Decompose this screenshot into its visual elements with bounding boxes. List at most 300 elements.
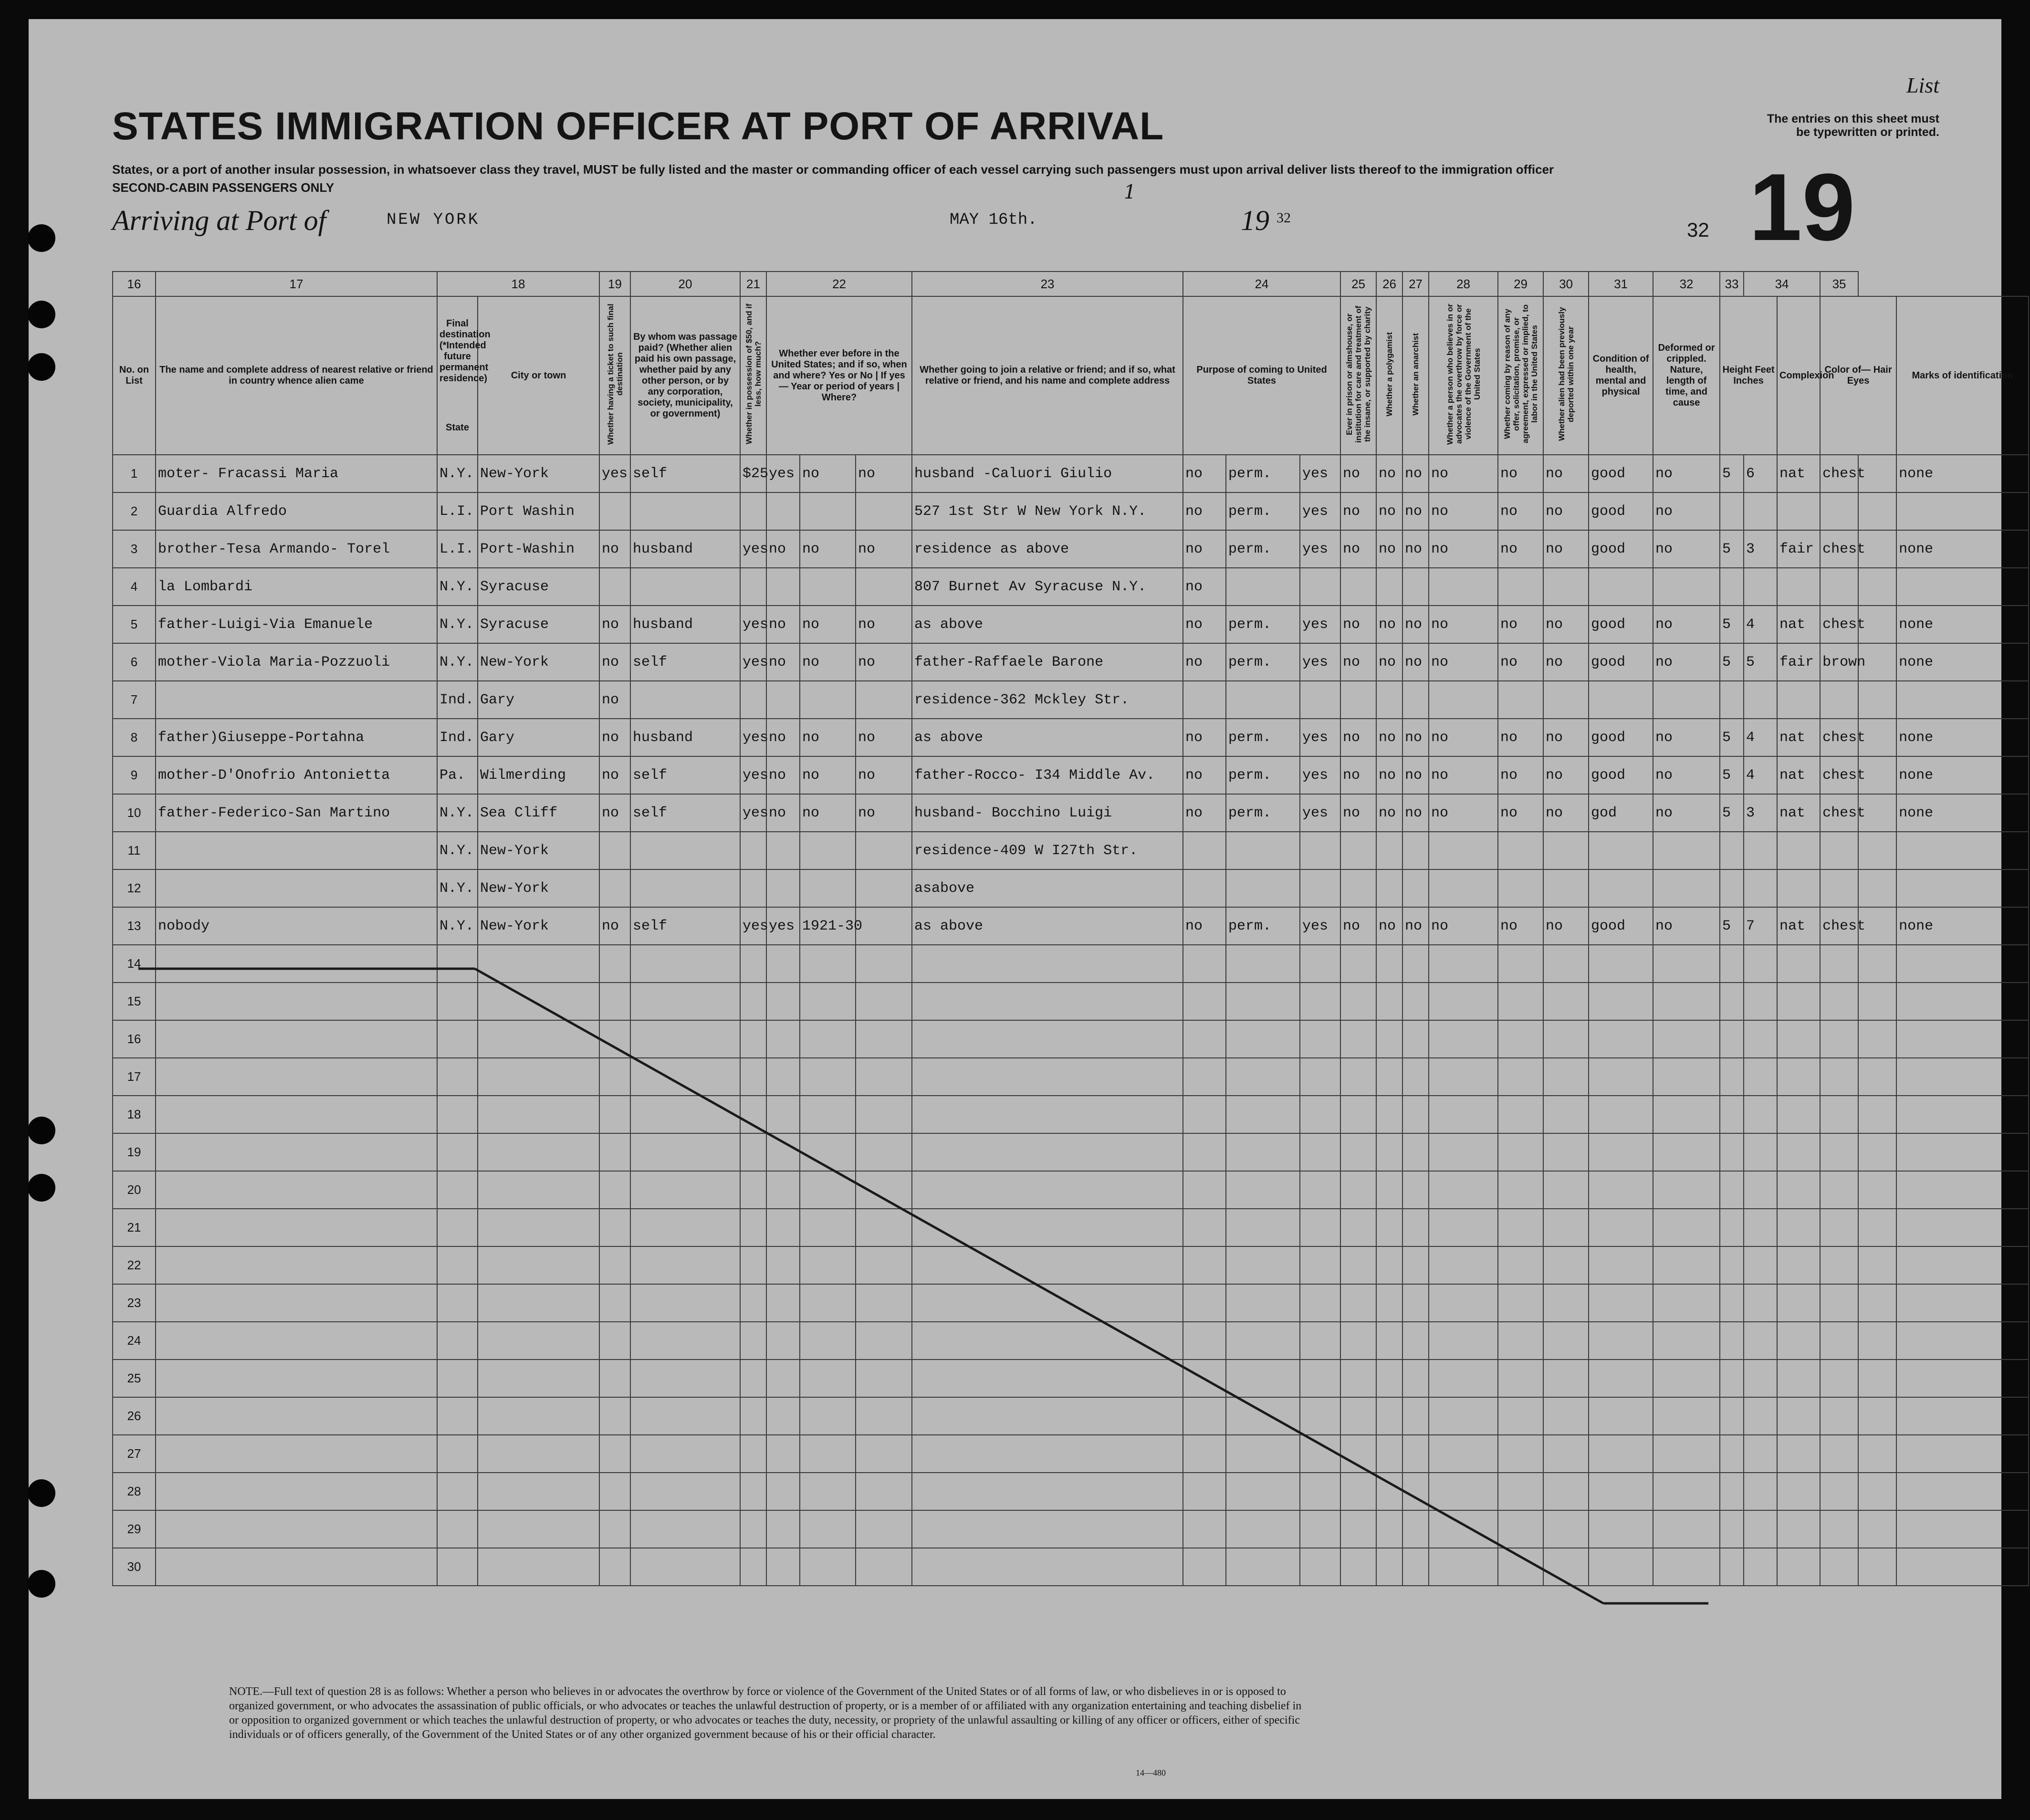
cell-marks: none [1896, 455, 2029, 492]
cell-marks: none [1896, 530, 2029, 568]
cell-p1: no [1183, 492, 1226, 530]
cell-joining: husband- Bocchino Luigi [912, 794, 1183, 832]
cell-q25: no [1340, 756, 1376, 794]
header-complexion: Complexion [1777, 296, 1820, 455]
cell-q29: no [1498, 907, 1543, 945]
cell-ticket: no [599, 530, 630, 568]
cell-paid: self [630, 643, 740, 681]
cell-joining: asabove [912, 869, 1183, 907]
cell-q27: no [1402, 794, 1429, 832]
cell-no: 30 [113, 1548, 156, 1586]
page-subtitle: States, or a port of another insular possession, in whatsoever class they travel, MUST be fully listed and the master or commanding officer of each vessel carrying such passengers must upon arrival deliver lists thereof to the immigration officer [112, 162, 1554, 177]
cell-p1: no [1183, 606, 1226, 643]
cell-before: no [766, 530, 800, 568]
cell-hair: chest [1820, 907, 1858, 945]
cell-marks: none [1896, 643, 2029, 681]
cell-before: yes [766, 907, 800, 945]
cell-joining: husband -Caluori Giulio [912, 455, 1183, 492]
cell-health: good [1589, 756, 1653, 794]
colnum: 29 [1498, 272, 1543, 296]
cell-complexion: nat [1777, 455, 1820, 492]
header-possession-text: Whether in possession of $50, and if less, how much? [744, 303, 763, 445]
cell-no: 18 [113, 1096, 156, 1133]
cell-no: 22 [113, 1246, 156, 1284]
cell-no: 10 [113, 794, 156, 832]
cell-complexion: nat [1777, 606, 1820, 643]
header-marks: Marks of identification [1896, 296, 2029, 455]
cell-p3: yes [1300, 719, 1340, 756]
cell-q27: no [1402, 530, 1429, 568]
cell-city: New-York [478, 643, 599, 681]
cell-joining: father-Raffaele Barone [912, 643, 1183, 681]
cell-before: yes [766, 455, 800, 492]
cell-city: New-York [478, 832, 599, 869]
cell-marks: none [1896, 719, 2029, 756]
cell-marks: none [1896, 606, 2029, 643]
colnum: 35 [1820, 272, 1858, 296]
cell-p1: no [1183, 530, 1226, 568]
cell-money: yes [740, 756, 766, 794]
header-overthrow-text: Whether a person who believes in or advocates the overthrow by force or violence of the Government of the United States [1445, 303, 1482, 445]
cell-city: New-York [478, 907, 599, 945]
cell-money: yes [740, 907, 766, 945]
cell-before: no [766, 719, 800, 756]
cell-ticket: no [599, 643, 630, 681]
colnum: 24 [1183, 272, 1340, 296]
cell-q27: no [1402, 719, 1429, 756]
cell-p2: perm. [1226, 719, 1300, 756]
cell-q26: no [1376, 530, 1402, 568]
cell-p1: no [1183, 455, 1226, 492]
cell-p1: no [1183, 719, 1226, 756]
cell-p3: yes [1300, 643, 1340, 681]
cell-q28: no [1429, 643, 1498, 681]
cell-no: 9 [113, 756, 156, 794]
typewritten-note: The entries on this sheet must be typewritten or printed. [1767, 112, 1939, 139]
header-ticket-text: Whether having a ticket to such final destination [606, 303, 624, 445]
cell-paid: self [630, 794, 740, 832]
colnum: 32 [1653, 272, 1720, 296]
header-relative: The name and complete address of nearest relative or friend in country whence alien came [156, 296, 437, 455]
cell-q26: no [1376, 606, 1402, 643]
cell-q27: no [1402, 492, 1429, 530]
cell-year: no [800, 794, 856, 832]
cell-no: 17 [113, 1058, 156, 1096]
cell-q27: no [1402, 606, 1429, 643]
cell-year: no [800, 455, 856, 492]
cell-joining: as above [912, 719, 1183, 756]
cell-money: $25 [740, 455, 766, 492]
cell-ft: 5 [1720, 719, 1744, 756]
cell-q25: no [1340, 643, 1376, 681]
cell-p2: perm. [1226, 907, 1300, 945]
cell-no: 27 [113, 1435, 156, 1473]
cell-q25: no [1340, 794, 1376, 832]
cell-no: 11 [113, 832, 156, 869]
cell-state: L.I. [437, 492, 478, 530]
cell-no: 12 [113, 869, 156, 907]
cell-ft: 5 [1720, 794, 1744, 832]
arriving-port-label: Arriving at Port of [112, 205, 326, 236]
cell-health: good [1589, 492, 1653, 530]
cell-state: N.Y. [437, 794, 478, 832]
cell-complexion: nat [1777, 907, 1820, 945]
cell-state: N.Y. [437, 643, 478, 681]
cell-q26: no [1376, 455, 1402, 492]
cell-joining: as above [912, 907, 1183, 945]
cell-ft: 5 [1720, 606, 1744, 643]
cell-p3: yes [1300, 455, 1340, 492]
cell-before: no [766, 794, 800, 832]
colnum: 19 [599, 272, 630, 296]
cell-ticket: no [599, 907, 630, 945]
cell-p1: no [1183, 756, 1226, 794]
cell-city: Port Washin [478, 492, 599, 530]
cell-no: 5 [113, 606, 156, 643]
cell-hair: chest [1820, 606, 1858, 643]
cell-q27: no [1402, 455, 1429, 492]
cell-ticket: no [599, 794, 630, 832]
cell-no: 7 [113, 681, 156, 719]
cell-p2: perm. [1226, 606, 1300, 643]
header-state-label: State [446, 422, 469, 433]
cell-q28: no [1429, 606, 1498, 643]
header-city: City or town [478, 296, 599, 455]
cell-hair: chest [1820, 719, 1858, 756]
header-color: Color of— Hair Eyes [1820, 296, 1896, 455]
cell-city: Gary [478, 681, 599, 719]
header-deformed: Deformed or crippled. Nature, length of time, and cause [1653, 296, 1720, 455]
cell-q30: no [1543, 719, 1589, 756]
date-value: MAY 16th. [950, 211, 1037, 229]
header-polygamist-text: Whether a polygamist [1385, 332, 1394, 417]
cell-p2: perm. [1226, 530, 1300, 568]
cell-in: 4 [1744, 756, 1777, 794]
cell-paid: husband [630, 719, 740, 756]
cell-no: 21 [113, 1209, 156, 1246]
cell-money: yes [740, 606, 766, 643]
cell-in: 3 [1744, 530, 1777, 568]
punch-hole-icon [28, 224, 55, 252]
cell-where: no [856, 794, 912, 832]
cell-no: 1 [113, 455, 156, 492]
cell-state: L.I. [437, 530, 478, 568]
cell-no: 20 [113, 1171, 156, 1209]
colnum: 27 [1402, 272, 1429, 296]
cell-p3: yes [1300, 492, 1340, 530]
cell-q30: no [1543, 756, 1589, 794]
cell-deformed: no [1653, 606, 1720, 643]
cell-q26: no [1376, 643, 1402, 681]
header-anarchist-text: Whether an anarchist [1411, 333, 1421, 416]
cell-where: no [856, 606, 912, 643]
cell-state: N.Y. [437, 869, 478, 907]
cell-marks: none [1896, 794, 2029, 832]
cell-in: 4 [1744, 719, 1777, 756]
cell-deformed: no [1653, 756, 1720, 794]
header-health: Condition of health, mental and physical [1589, 296, 1653, 455]
cell-where: no [856, 643, 912, 681]
cell-ticket: no [599, 756, 630, 794]
colnum: 21 [740, 272, 766, 296]
cell-health: good [1589, 643, 1653, 681]
cell-city: Port-Washin [478, 530, 599, 568]
list-label: List [1906, 73, 1939, 97]
cell-state: Pa. [437, 756, 478, 794]
header-joining-relative: Whether going to join a relative or friend; and if so, what relative or friend, and his name and complete address [912, 296, 1183, 455]
cell-hair: brown [1820, 643, 1858, 681]
cell-relative: brother-Tesa Armando- Torel [156, 530, 437, 568]
cell-state: N.Y. [437, 606, 478, 643]
cell-p3: yes [1300, 756, 1340, 794]
cell-q28: no [1429, 492, 1498, 530]
header-final-destination: Final destination (*Intended future permanent residence) [439, 318, 491, 384]
cell-year: 1921-30 [800, 907, 856, 945]
cell-p1: no [1183, 794, 1226, 832]
cell-health: god [1589, 794, 1653, 832]
cell-q30: no [1543, 794, 1589, 832]
cell-joining: residence-409 W I27th Str. [912, 832, 1183, 869]
cell-deformed: no [1653, 492, 1720, 530]
cell-paid: husband [630, 530, 740, 568]
year-suffix: 32 [1277, 210, 1291, 226]
cell-hair: chest [1820, 756, 1858, 794]
cell-no: 6 [113, 643, 156, 681]
cell-q28: no [1429, 455, 1498, 492]
cell-in: 6 [1744, 455, 1777, 492]
cell-in: 5 [1744, 643, 1777, 681]
cell-state: N.Y. [437, 832, 478, 869]
cell-city: Wilmerding [478, 756, 599, 794]
cell-relative: Guardia Alfredo [156, 492, 437, 530]
cell-paid: self [630, 455, 740, 492]
cell-year: no [800, 606, 856, 643]
cell-joining: father-Rocco- I34 Middle Av. [912, 756, 1183, 794]
cell-q30: no [1543, 643, 1589, 681]
cell-ticket: yes [599, 455, 630, 492]
cell-relative: father-Federico-San Martino [156, 794, 437, 832]
cell-q30: no [1543, 492, 1589, 530]
colnum: 23 [912, 272, 1183, 296]
cell-q30: no [1543, 455, 1589, 492]
cell-no: 29 [113, 1510, 156, 1548]
cell-no: 28 [113, 1473, 156, 1510]
cell-before: no [766, 643, 800, 681]
cell-q25: no [1340, 492, 1376, 530]
cell-marks: none [1896, 907, 2029, 945]
cell-p3: yes [1300, 606, 1340, 643]
cell-q26: no [1376, 794, 1402, 832]
cell-money: yes [740, 719, 766, 756]
cell-paid: self [630, 756, 740, 794]
cell-q25: no [1340, 455, 1376, 492]
cell-state: N.Y. [437, 568, 478, 606]
cell-no: 8 [113, 719, 156, 756]
manifest-sheet [29, 19, 2013, 1799]
cell-health: good [1589, 606, 1653, 643]
punch-hole-icon [28, 1117, 55, 1144]
colnum: 26 [1376, 272, 1402, 296]
header-deported-text: Whether alien had been previously deported within one year [1557, 307, 1575, 441]
cell-q26: no [1376, 756, 1402, 794]
cell-joining: as above [912, 606, 1183, 643]
cell-q29: no [1498, 492, 1543, 530]
cell-q30: no [1543, 530, 1589, 568]
cell-ticket: no [599, 681, 630, 719]
cell-year: no [800, 719, 856, 756]
cell-relative: mother-D'Onofrio Antonietta [156, 756, 437, 794]
cell-relative: father)Giuseppe-Portahna [156, 719, 437, 756]
cell-health: good [1589, 530, 1653, 568]
cell-relative: moter- Fracassi Maria [156, 455, 437, 492]
cell-where: no [856, 756, 912, 794]
cell-health: good [1589, 719, 1653, 756]
cell-year: no [800, 643, 856, 681]
cell-q29: no [1498, 794, 1543, 832]
page-subtitle-2: SECOND-CABIN PASSENGERS ONLY [112, 180, 335, 195]
cell-q25: no [1340, 907, 1376, 945]
cell-p2: perm. [1226, 756, 1300, 794]
cell-p2: perm. [1226, 643, 1300, 681]
colnum: 31 [1589, 272, 1653, 296]
page-title: STATES IMMIGRATION OFFICER AT PORT OF ARRIVAL [112, 105, 1164, 148]
colnum: 20 [630, 272, 740, 296]
header-before-in-us: Whether ever before in the United States; and if so, when and where? Yes or No | If yes— Year or period of years | Where? [766, 296, 912, 455]
colnum: 30 [1543, 272, 1589, 296]
cell-money: yes [740, 530, 766, 568]
cell-q26: no [1376, 719, 1402, 756]
cell-q29: no [1498, 719, 1543, 756]
cancel-line [29, 19, 2001, 1799]
cell-q25: no [1340, 530, 1376, 568]
cell-state: Ind. [437, 719, 478, 756]
cell-p1: no [1183, 568, 1226, 606]
punch-hole-icon [28, 1570, 55, 1598]
cell-ft: 5 [1720, 756, 1744, 794]
cell-joining: residence-362 Mckley Str. [912, 681, 1183, 719]
cell-state: N.Y. [437, 907, 478, 945]
cell-p2: perm. [1226, 455, 1300, 492]
colnum: 34 [1744, 272, 1820, 296]
cell-q28: no [1429, 756, 1498, 794]
cell-city: New-York [478, 869, 599, 907]
cell-q29: no [1498, 530, 1543, 568]
header-height: Height Feet Inches [1720, 296, 1777, 455]
cell-q26: no [1376, 492, 1402, 530]
cell-city: Sea Cliff [478, 794, 599, 832]
cell-p1: no [1183, 643, 1226, 681]
question-28-note: NOTE.—Full text of question 28 is as follows: Whether a person who believes in or advocates the overthrow by force or violence of the Government of the United States or of all forms of law, or who disbelieves in or is opposed to organized government, or who advocates the assassination of public officials, or who advocates or teaches the unlawful destruction of property, or is a member of or affiliated with any organization entertaining and teaching disbelief in or opposition to organized government or which teaches the unlawful destruction of property, or who advocates or teaches the duty, necessity, or propriety of the unlawful assaulting or killing of any officer or officers, either of specific individuals or of officers generally, of the Government of the United States or of any other organized government because of his or their official character. [229, 1685, 1302, 1741]
cell-complexion: fair [1777, 530, 1820, 568]
cell-city: Gary [478, 719, 599, 756]
cell-where: no [856, 455, 912, 492]
cell-no: 16 [113, 1020, 156, 1058]
cell-no: 25 [113, 1360, 156, 1397]
cell-joining: 527 1st Str W New York N.Y. [912, 492, 1183, 530]
cell-q29: no [1498, 606, 1543, 643]
cell-paid: husband [630, 606, 740, 643]
cell-year: no [800, 756, 856, 794]
cell-health: good [1589, 455, 1653, 492]
cell-ticket: no [599, 719, 630, 756]
colnum: 22 [766, 272, 912, 296]
cell-q28: no [1429, 530, 1498, 568]
cell-ft: 5 [1720, 907, 1744, 945]
cell-ft: 5 [1720, 530, 1744, 568]
cell-hair: chest [1820, 530, 1858, 568]
cell-health: good [1589, 907, 1653, 945]
cell-p2: perm. [1226, 794, 1300, 832]
punch-hole-icon [28, 1479, 55, 1507]
header-passage-paid: By whom was passage paid? (Whether alien paid his own passage, whether paid by any other person, or by any corporation, society, municipality, or government) [630, 296, 740, 455]
colnum: 16 [113, 272, 156, 296]
header-offer-text: Whether coming by reason of any offer, solicitation, promise, or agreement, expressed or implied, to labor in the United States [1502, 304, 1539, 444]
cell-hair: chest [1820, 455, 1858, 492]
cell-q27: no [1402, 756, 1429, 794]
cell-deformed: no [1653, 907, 1720, 945]
punch-hole-icon [28, 353, 55, 381]
cell-joining: 807 Burnet Av Syracuse N.Y. [912, 568, 1183, 606]
cell-where: no [856, 530, 912, 568]
cell-q27: no [1402, 643, 1429, 681]
colnum: 17 [156, 272, 437, 296]
punch-hole-icon [28, 1174, 55, 1202]
cell-q28: no [1429, 794, 1498, 832]
cell-q27: no [1402, 907, 1429, 945]
cell-q28: no [1429, 907, 1498, 945]
cell-hair: chest [1820, 794, 1858, 832]
cell-no: 13 [113, 907, 156, 945]
cell-no: 2 [113, 492, 156, 530]
cell-p1: no [1183, 907, 1226, 945]
cell-no: 14 [113, 945, 156, 983]
cell-state: N.Y. [437, 455, 478, 492]
cell-no: 3 [113, 530, 156, 568]
cell-complexion: nat [1777, 756, 1820, 794]
header-no-on-list: No. on List [113, 296, 156, 455]
cell-paid: self [630, 907, 740, 945]
cell-no: 4 [113, 568, 156, 606]
cell-no: 26 [113, 1397, 156, 1435]
cell-p3: yes [1300, 794, 1340, 832]
colnum: 28 [1429, 272, 1498, 296]
cell-p2: perm. [1226, 492, 1300, 530]
cell-p3: yes [1300, 530, 1340, 568]
cell-money: yes [740, 643, 766, 681]
colnum: 25 [1340, 272, 1376, 296]
cell-before: no [766, 756, 800, 794]
header-purpose: Purpose of coming to United States [1183, 296, 1340, 455]
cell-q29: no [1498, 643, 1543, 681]
cell-q28: no [1429, 719, 1498, 756]
cell-in: 4 [1744, 606, 1777, 643]
port-value: NEW YORK [387, 211, 480, 229]
cell-joining: residence as above [912, 530, 1183, 568]
header-prison-text: Ever in prison or almshouse, or institution for care and treatment of the insane, or supported by charity [1345, 305, 1372, 443]
cell-deformed: no [1653, 794, 1720, 832]
cell-state: Ind. [437, 681, 478, 719]
cell-where: no [856, 719, 912, 756]
cell-q25: no [1340, 606, 1376, 643]
form-number: 14—480 [1136, 1768, 1166, 1778]
cell-q30: no [1543, 907, 1589, 945]
sheet-number: 32 [1687, 219, 1709, 241]
punch-hole-icon [28, 301, 55, 328]
cell-relative: nobody [156, 907, 437, 945]
list-number: 19 [1749, 154, 1855, 261]
cell-deformed: no [1653, 643, 1720, 681]
cell-city: Syracuse [478, 568, 599, 606]
